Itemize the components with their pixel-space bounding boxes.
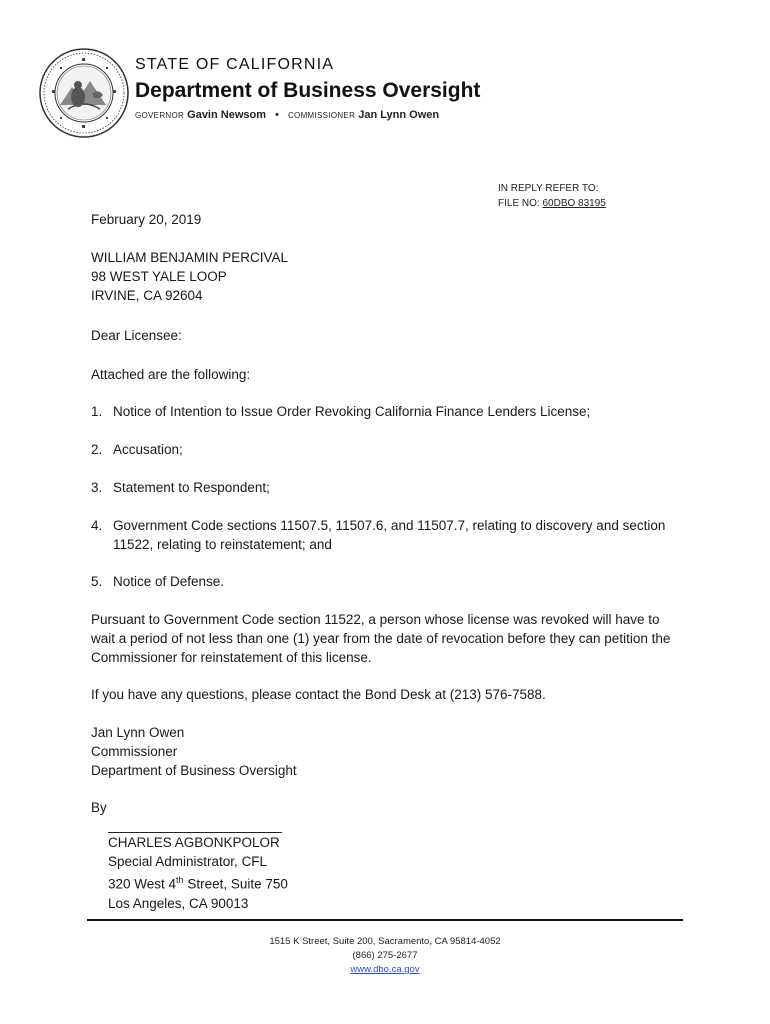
list-number: 2. [91, 442, 103, 457]
list-text: Notice of Intention to Issue Order Revoking California Finance Lenders License; [113, 404, 591, 419]
recipient-address [91, 248, 691, 305]
signature-line [108, 820, 282, 833]
footer [87, 935, 683, 977]
recipient-city: IRVINE, CA 92604 [91, 288, 203, 303]
file-label: FILE NO: [498, 198, 540, 209]
commissioner-name: Jan Lynn Owen [358, 109, 440, 121]
commissioner-label: COMMISSIONER [287, 111, 356, 120]
signatory-block [91, 723, 691, 780]
list-item [91, 402, 671, 421]
governor-name: Gavin Newsom [187, 109, 266, 121]
recipient-street: 98 WEST YALE LOOP [91, 269, 227, 284]
footer-website-link[interactable]: www.dbo.ca.gov [350, 964, 420, 975]
reinstatement-paragraph: Pursuant to Government Code section 11522, a person whose license was revoked will have to wait a period of not less than one (1) year from the date of revocation before they can petition the Commissioner for reinstatement of this license. [91, 612, 671, 665]
salutation: Dear Licensee: [91, 328, 182, 343]
list-item [91, 516, 671, 554]
list-item [91, 440, 671, 459]
reply-label: IN REPLY REFER TO: [498, 183, 599, 194]
agent-name: CHARLES AGBONKPOLOR [108, 835, 280, 850]
list-text: Government Code sections 11507.5, 11507.6, and 11507.7, relating to discovery and section 11522, relating to reinstatement; and [113, 518, 666, 552]
signatory-title: Commissioner [91, 744, 178, 759]
file-number: 60DBO 83195 [542, 198, 606, 209]
list-number: 3. [91, 480, 103, 495]
agent-address-street: Street, Suite 750 [183, 876, 288, 892]
agent-address-superscript: th [176, 875, 184, 885]
list-number: 4. [91, 518, 103, 533]
list-text: Notice of Defense. [113, 574, 225, 589]
governor-label: GOVERNOR [135, 111, 185, 120]
list-number: 5. [91, 574, 103, 589]
department-name: Department of Business Oversight [135, 79, 481, 102]
signatory-dept: Department of Business Oversight [91, 763, 297, 778]
agent-title: Special Administrator, CFL [108, 854, 268, 869]
signatory-name: Jan Lynn Owen [91, 725, 185, 740]
reply-reference [498, 181, 606, 211]
intro-text: Attached are the following: [91, 367, 251, 382]
list-item [91, 572, 671, 591]
separator: • [275, 109, 279, 121]
file-number-line [498, 196, 606, 211]
list-number: 1. [91, 404, 103, 419]
list-text: Accusation; [113, 442, 183, 457]
footer-phone: (866) 275-2677 [352, 950, 418, 961]
agent-block [108, 820, 288, 913]
agent-city: Los Angeles, CA 90013 [108, 895, 249, 911]
list-text: Statement to Respondent; [113, 480, 270, 495]
footer-divider [87, 919, 683, 921]
agent-address [108, 871, 288, 894]
state-name: STATE OF CALIFORNIA [135, 56, 335, 73]
state-seal-icon [38, 47, 130, 139]
letter-date: February 20, 2019 [91, 212, 202, 227]
agent-address-number: 320 West 4 [108, 876, 177, 892]
recipient-name: WILLIAM BENJAMIN PERCIVAL [91, 250, 289, 265]
footer-address: 1515 K Street, Suite 200, Sacramento, CA 95814-4052 [269, 936, 501, 947]
contact-paragraph: If you have any questions, please contact the Bond Desk at (213) 576-7588. [91, 687, 546, 702]
by-label: By [91, 800, 107, 815]
list-item [91, 478, 671, 497]
officials-line [135, 109, 439, 121]
